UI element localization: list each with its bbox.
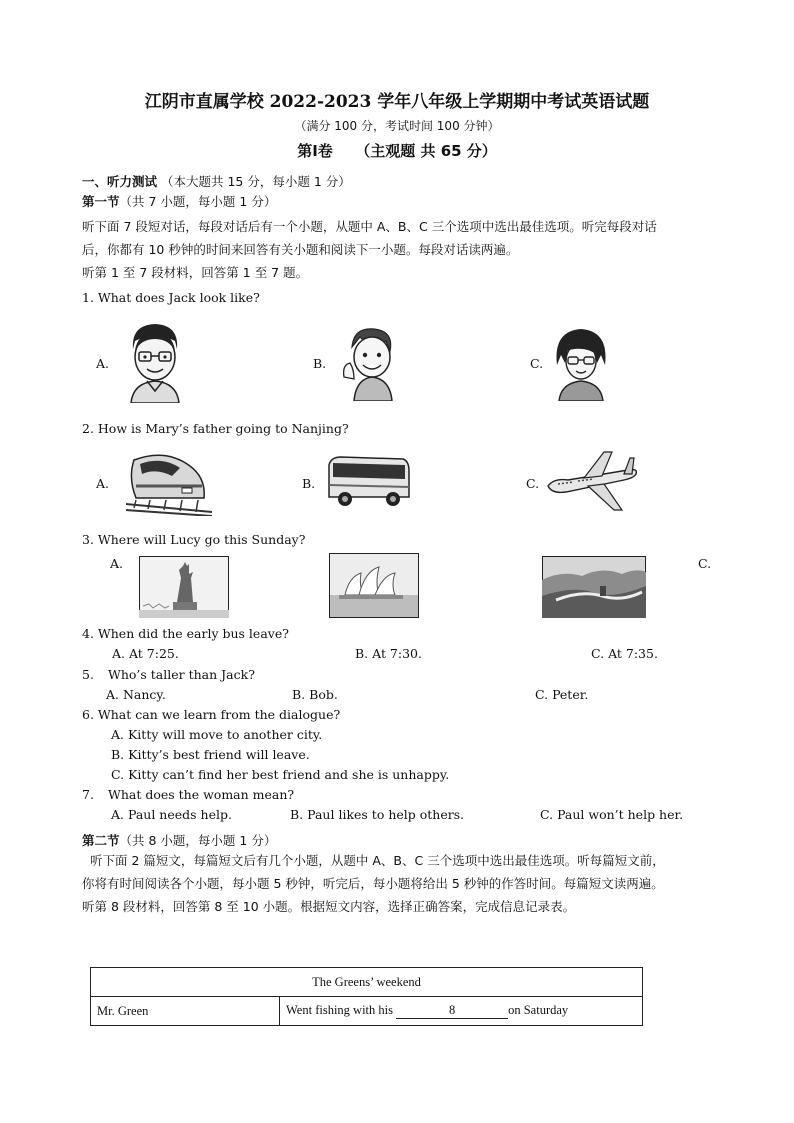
part2-heading [82,833,276,849]
option-text: A. Nancy. [106,687,166,702]
option-text: B. Kitty’s best friend will leave. [111,747,310,762]
option-text: B. At 7:30. [355,646,422,661]
option-label: C. [526,476,540,491]
question-5: Who’s taller than Jack? [108,667,255,682]
answer-blank-8[interactable]: 8 [396,1003,508,1019]
boy-with-glasses-image [125,321,185,403]
option-text: C. Paul won’t help her. [540,807,684,822]
sydney-opera-house-image [329,553,419,618]
part2-title: 第二节 [82,833,120,848]
table-cell-person: Mr. Green [91,997,280,1026]
great-wall-image [542,556,646,618]
option-label: C. [698,556,712,571]
part1-note: （共 7 小题，每小题 1 分） [119,194,277,209]
section1-heading [82,174,351,190]
question-7: What does the woman mean? [108,787,295,802]
option-label: A. [96,476,110,491]
instruction-line: 后，你都有 10 秒钟的时间来回答有关小题和阅读下一小题。每段对话读两遍。 [82,242,519,257]
part1-title: 第一节 [82,194,120,209]
option-text: C. Kitty can’t find her best friend and she is unhappy. [111,767,450,782]
option-text: A. At 7:25. [112,646,179,661]
question-4: 4. When did the early bus leave? [82,626,289,641]
question-5-number: 5. [82,667,94,682]
instruction-line: 听第 1 至 7 段材料，回答第 1 至 7 题。 [82,265,309,280]
instruction-line: 听第 8 段材料，回答第 8 至 10 小题。根据短文内容，选择正确答案，完成信息记录表。 [82,899,576,914]
train-image [126,448,212,516]
activity-text: on Saturday [508,1003,569,1017]
option-text: B. Paul likes to help others. [290,807,465,822]
table-title: The Greens’ weekend [91,968,643,997]
page-title: 江阴市直属学校 2022-2023 学年八年级上学期期中考试英语试题 [144,92,650,112]
boy-long-hair-image [553,325,609,401]
part2-note: （共 8 小题，每小题 1 分） [119,833,277,848]
instruction-line: 听下面 7 段短对话，每段对话后有一个小题，从题中 A、B、C 三个选项中选出最佳选项。听完每段对话 [82,219,657,234]
exam-subtitle: （满分 100 分，考试时间 100 分钟） [294,119,500,133]
statue-of-liberty-image [139,556,229,618]
waving-boy-image [340,325,402,401]
question-3: 3. Where will Lucy go this Sunday? [82,532,306,547]
option-label: A. [96,356,110,371]
question-7-number: 7. [82,787,94,802]
instruction-line: 你将有时间阅读各个小题，每小题 5 秒钟，听完后，每小题将给出 5 秒钟的作答时间。每篇短文读两遍。 [82,876,664,891]
option-label: C. [530,356,544,371]
airplane-image [544,448,640,516]
part1-heading [82,194,276,210]
info-record-table [90,967,643,1026]
activity-text: Went fishing with his [286,1003,393,1017]
option-label: B. [302,476,316,491]
instruction-line: 听下面 2 篇短文，每篇短文后有几个小题，从题中 A、B、C 三个选项中选出最佳选项。听每篇短文前， [90,853,665,868]
option-label: B. [313,356,327,371]
table-cell-activity [280,997,643,1026]
option-text: B. Bob. [292,687,338,702]
question-1: 1. What does Jack look like? [82,290,260,305]
option-text: C. At 7:35. [591,646,658,661]
bus-image [325,455,411,509]
option-text: A. Kitty will move to another city. [111,727,323,742]
section1-note: （本大题共 15 分，每小题 1 分） [161,174,351,189]
option-text: A. Paul needs help. [111,807,232,822]
question-6: 6. What can we learn from the dialogue? [82,707,341,722]
option-text: C. Peter. [535,687,589,702]
question-2: 2. How is Mary’s father going to Nanjing? [82,421,349,436]
table-title-row [91,968,643,997]
volume-heading: 第Ⅰ卷 （主观题 共 65 分） [297,142,497,160]
option-label: A. [110,556,124,571]
table-row [91,997,643,1026]
section1-title: 一、听力测试 [82,174,158,189]
